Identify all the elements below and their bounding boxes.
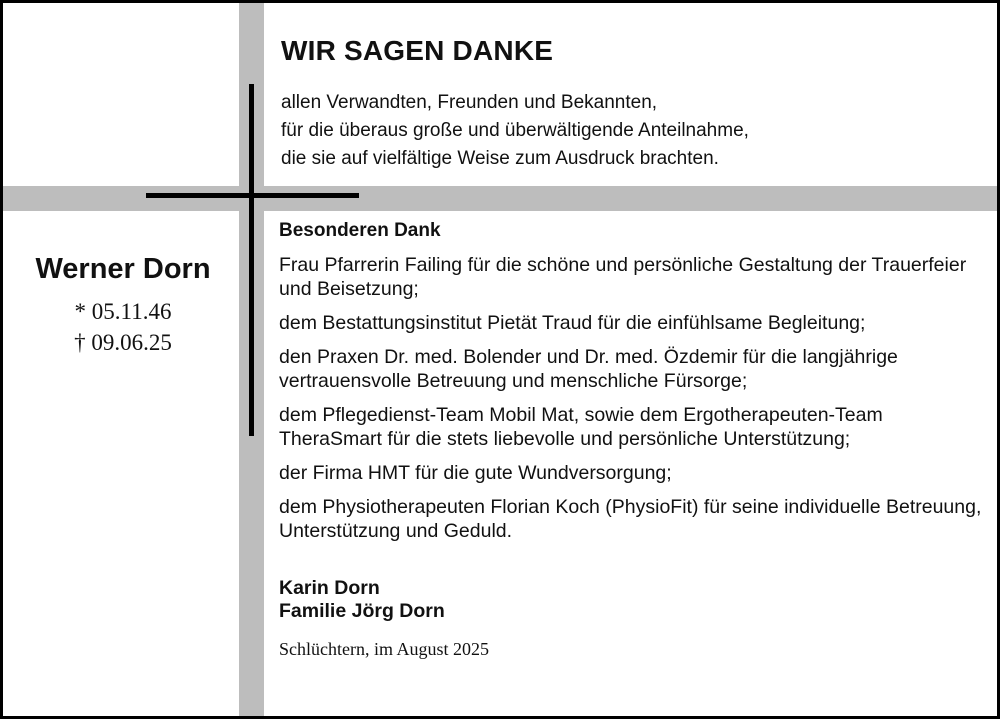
signatories [279, 577, 989, 623]
thanks-paragraph: der Firma HMT für die gute Wundversorgung; [279, 462, 672, 484]
thanks-paragraph: dem Physiotherapeuten Florian Koch (PhysioFit) für seine individuelle Betreuung, Unterstützung und Geduld. [279, 496, 982, 542]
deceased-name: Werner Dorn [35, 253, 211, 285]
special-thanks-heading: Besonderen Dank [279, 220, 441, 241]
thanks-section [279, 219, 989, 661]
life-dates [3, 296, 243, 358]
intro-line: allen Verwandten, Freunden und Bekannten, [281, 92, 658, 113]
intro-text [281, 89, 981, 173]
thanks-paragraph: dem Pflegedienst-Team Mobil Mat, sowie dem Ergotherapeuten-Team TheraSmart für die stets liebevolle und persönliche Unterstützung; [279, 404, 883, 450]
cross-horizontal-bar [146, 193, 359, 198]
birth-date: * 05.11.46 [74, 299, 172, 324]
intro-line: die sie auf vielfältige Weise zum Ausdruck brachten. [281, 148, 719, 169]
cross-vertical-bar [249, 84, 254, 436]
notice-title: WIR SAGEN DANKE [281, 35, 554, 66]
signatory: Karin Dorn [279, 577, 380, 599]
death-date: † 09.06.25 [74, 330, 172, 355]
thanks-paragraph: dem Bestattungsinstitut Pietät Traud für die einfühlsame Begleitung; [279, 312, 866, 334]
thanks-paragraph: den Praxen Dr. med. Bolender und Dr. med. Özdemir für die langjährige vertrauensvolle Betreuung und menschliche Fürsorge; [279, 346, 898, 392]
signatory: Familie Jörg Dorn [279, 600, 445, 622]
intro-line: für die überaus große und überwältigende Anteilnahme, [281, 120, 749, 141]
horizontal-gray-band [3, 186, 1000, 211]
thanks-paragraph: Frau Pfarrerin Failing für die schöne und persönliche Gestaltung der Trauerfeier und Beisetzung; [279, 254, 967, 300]
place-date: Schlüchtern, im August 2025 [279, 639, 489, 659]
